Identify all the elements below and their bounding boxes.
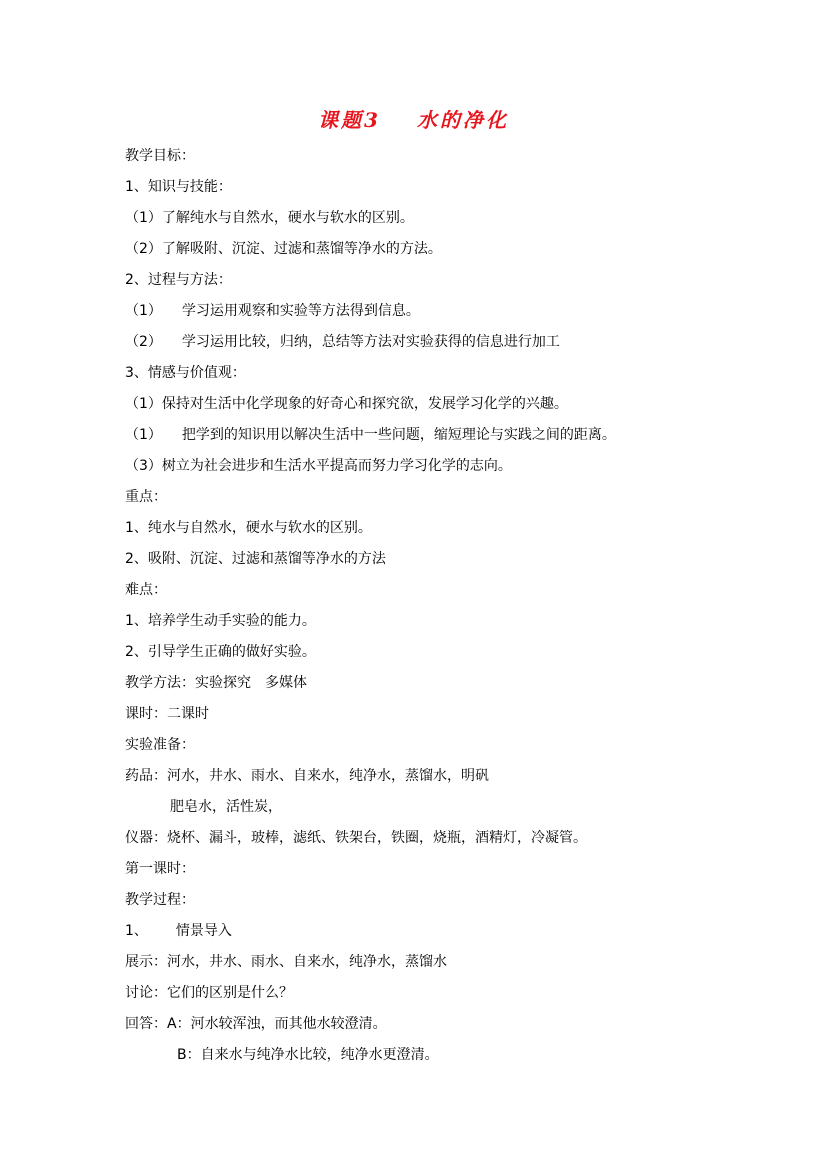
emotion-item-1: （1）保持对生活中化学现象的好奇心和探究欲，发展学习化学的兴趣。 xyxy=(125,396,568,412)
process-item-2-number: （2） xyxy=(125,334,162,350)
emotion-item-2 xyxy=(125,420,725,451)
chemicals-list-continued: 肥皂水，活性炭， xyxy=(170,799,282,815)
process-methods-heading: 2、过程与方法： xyxy=(125,272,232,288)
knowledge-item-1: （1）了解纯水与自然水，硬水与软水的区别。 xyxy=(125,210,414,226)
teaching-method: 教学方法：实验探究 多媒体 xyxy=(125,675,307,691)
answer-b: B：自来水与纯净水比较，纯净水更澄清。 xyxy=(177,1047,439,1063)
title-lesson-number: 课题3 xyxy=(318,108,381,132)
emotion-item-2-number: （1） xyxy=(125,427,162,443)
first-lesson-heading: 第一课时： xyxy=(125,861,195,877)
title-topic: 水的净化 xyxy=(416,108,509,132)
teaching-process-heading: 教学过程： xyxy=(125,892,195,908)
document-body xyxy=(125,141,725,1071)
process-item-1-text: 学习运用观察和实验等方法得到信息。 xyxy=(181,303,420,319)
display-line: 展示：河水，井水、雨水、自来水，纯净水，蒸馏水 xyxy=(125,954,447,970)
teaching-goals-heading: 教学目标： xyxy=(125,148,195,164)
answer-a: 回答：A：河水较浑浊，而其他水较澄清。 xyxy=(125,1016,387,1032)
discussion-line: 讨论：它们的区别是什么？ xyxy=(125,985,293,1001)
difficulty-2: 2、引导学生正确的做好实验。 xyxy=(125,644,316,660)
knowledge-skills-heading: 1、知识与技能： xyxy=(125,179,232,195)
knowledge-item-2: （2）了解吸附、沉淀、过滤和蒸馏等净水的方法。 xyxy=(125,241,442,257)
key-points-heading: 重点： xyxy=(125,489,167,505)
apparatus-list: 仪器：烧杯、漏斗，玻棒，滤纸、铁架台，铁圈，烧瓶，酒精灯，冷凝管。 xyxy=(125,830,587,846)
process-item-2-text: 学习运用比较，归纳，总结等方法对实验获得的信息进行加工 xyxy=(181,334,560,350)
experiment-prep-heading: 实验准备： xyxy=(125,737,195,753)
difficulties-heading: 难点： xyxy=(125,582,167,598)
process-item-2 xyxy=(125,327,725,358)
key-point-2: 2、吸附、沉淀、过滤和蒸馏等净水的方法 xyxy=(125,551,386,567)
difficulty-1: 1、培养学生动手实验的能力。 xyxy=(125,613,316,629)
process-item-1 xyxy=(125,296,725,327)
class-hours: 课时：二课时 xyxy=(125,706,209,722)
scenario-intro xyxy=(125,916,725,947)
emotion-values-heading: 3、情感与价值观： xyxy=(125,365,246,381)
process-item-1-number: （1） xyxy=(125,303,162,319)
document-title xyxy=(0,104,827,133)
key-point-1: 1、纯水与自然水，硬水与软水的区别。 xyxy=(125,520,372,536)
emotion-item-2-text: 把学到的知识用以解决生活中一些问题，缩短理论与实践之间的距离。 xyxy=(181,427,616,443)
emotion-item-3: （3）树立为社会进步和生活水平提高而努力学习化学的志向。 xyxy=(125,458,512,474)
scenario-intro-number: 1、 xyxy=(125,923,148,939)
scenario-intro-text: 情景导入 xyxy=(175,923,232,939)
chemicals-list: 药品：河水，井水、雨水、自来水，纯净水，蒸馏水，明矾 xyxy=(125,768,489,784)
